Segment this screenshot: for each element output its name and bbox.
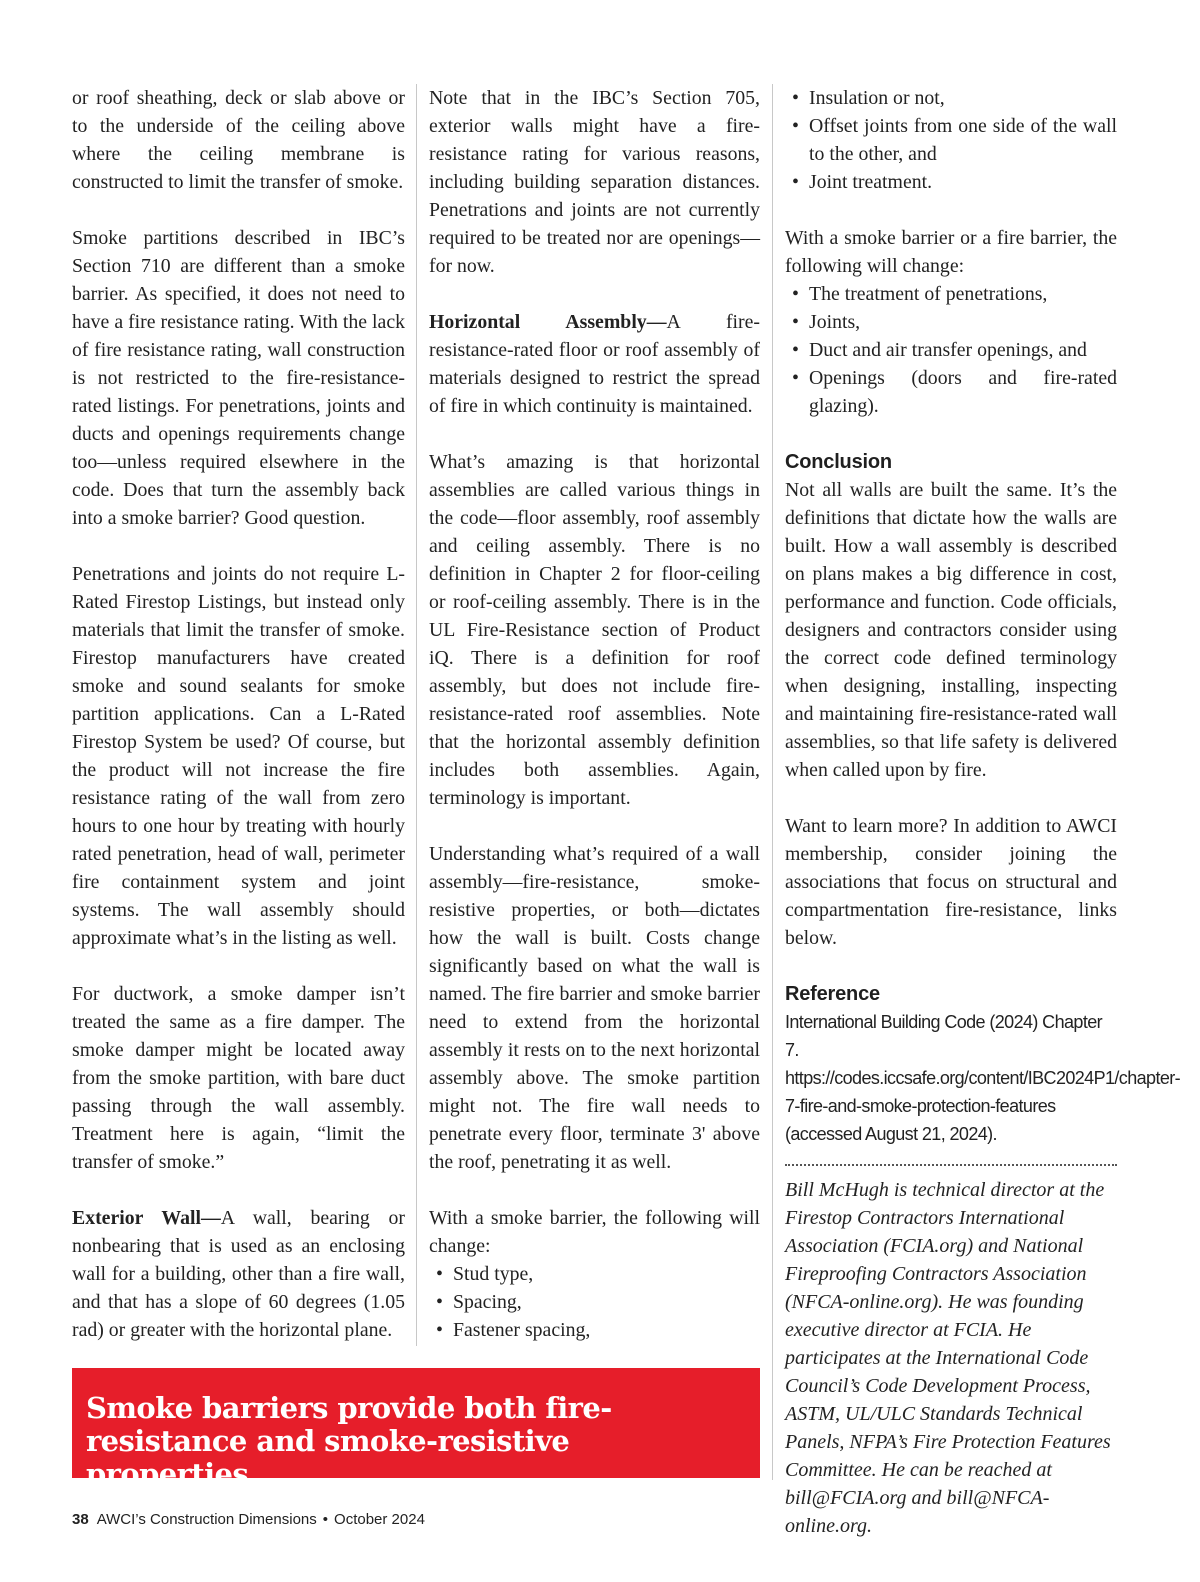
list-item: • Openings (doors and fire-rated glazing). (785, 364, 1117, 420)
list-item: • Joints, (785, 308, 1117, 336)
list-item: • Stud type, (429, 1260, 760, 1288)
paragraph: Penetrations and joints do not require L-Rated Firestop Listings, but instead only materials that limit the transfer of smoke. Firestop manufacturers have created smoke and sound sealants for smoke partition applications. Can a L-Rated Firestop System be used? Of course, but the product will not increase the fire resistance rating of the wall from zero hours to one hour by treating with hourly rated penetration, head of wall, perimeter fire containment system and joint systems. The wall assembly should approximate what’s in the listing as well. (72, 563, 405, 949)
column-divider (772, 84, 773, 1480)
list-item: • Fastener spacing, (429, 1316, 760, 1344)
conclusion-heading: Conclusion (785, 451, 892, 473)
list-item: • Spacing, (429, 1288, 760, 1316)
author-bio: Bill McHugh is technical director at the Firestop Contractors International Association (FCIA.org) and National Fireproofing Contractors Association (NFCA-online.org). He was founding executive director at FCIA. He participates at the International Code Council’s Code Development Process, ASTM, UL/ULC Standards Technical Panels, NFPA’s Fire Protection Features Committee. He can be reached at bill@FCIA.org and bill@NFCA-online.org. (785, 1179, 1111, 1537)
bullet-list (785, 84, 1117, 196)
paragraph: With a smoke barrier, the following will change: (429, 1207, 760, 1257)
page-number: 38 (72, 1511, 89, 1528)
page-footer (72, 1510, 425, 1530)
paragraph: With a smoke barrier or a fire barrier, the following will change: (785, 227, 1117, 277)
paragraph: Note that in the IBC’s Section 705, exterior walls might have a fire-resistance rating for various reasons, including building separation distances. Penetrations and joints are not currently required to be treated nor are openings—for now. (429, 87, 760, 277)
bullet-list (429, 1260, 760, 1344)
issue-date: October 2024 (334, 1511, 425, 1528)
dotted-divider (785, 1164, 1117, 1166)
paragraph: For ductwork, a smoke damper isn’t treated the same as a fire damper. The smoke damper might be located away from the smoke partition, with bare duct passing through the wall assembly. Treatment here is again, “limit the transfer of smoke.” (72, 983, 405, 1173)
paragraph: What’s amazing is that horizontal assemblies are called various things in the code—floor assembly, roof assembly and ceiling assembly. There is no definition in Chapter 2 for floor-ceiling or roof-ceiling assembly. There is in the UL Fire-Resistance section of Product iQ. There is a definition for roof assembly, but does not include fire-resistance-rated roof assemblies. Note that the horizontal assembly definition includes both assemblies. Again, terminology is important. (429, 451, 760, 809)
reference-heading: Reference (785, 983, 880, 1005)
pull-quote-text: Smoke barriers provide both fire-resistance and smoke-resistive properties. (86, 1391, 612, 1491)
run-in-term: Exterior Wall— (72, 1207, 221, 1229)
pull-quote-callout (72, 1368, 760, 1491)
list-item: • Duct and air transfer openings, and (785, 336, 1117, 364)
article-column-2 (429, 84, 760, 1344)
paragraph: Not all walls are built the same. It’s the definitions that dictate how the walls are built. How a wall assembly is described on plans makes a big difference in cost, performance and function. Code officials, designers and contractors consider using the correct code defined terminology when designing, installing, inspecting and maintaining fire-resistance-rated wall assemblies, so that life safety is delivered when called upon by fire. (785, 479, 1117, 781)
list-item: • Joint treatment. (785, 168, 1117, 196)
paragraph: Smoke partitions described in IBC’s Section 710 are different than a smoke barrier. As specified, it does not need to have a fire resistance rating. With the lack of fire resistance rating, wall construction is not restricted to the fire-resistance-rated listings. For penetrations, joints and ducts and openings requirements change too—unless required elsewhere in the code. Does that turn the assembly back into a smoke barrier? Good question. (72, 227, 405, 529)
definition-text: A fire-resistance-rated floor or roof assembly of materials designed to restrict the spread of fire in which continuity is maintained. (429, 311, 760, 417)
paragraph: Understanding what’s required of a wall assembly—fire-resistance, smoke-resistive properties, or both—dictates how the wall is built. Costs change significantly based on what the wall is named. The fire barrier and smoke barrier need to extend from the horizontal assembly it rests on to the next horizontal assembly above. The smoke partition might not. The fire wall needs to penetrate every floor, terminate 3' above the roof, penetrating it as well. (429, 843, 760, 1173)
list-item: • Insulation or not, (785, 84, 1117, 112)
reference-text: International Building Code (2024) Chapter 7. https://codes.iccsafe.org/content/IBC2024P1/chapter-7-fire-and-smoke-protection-features (accessed August 21, 2024). (785, 1012, 1181, 1144)
article-column-1 (72, 84, 405, 1344)
definition-text: A wall, bearing or nonbearing that is used as an enclosing wall for a building, other than a fire wall, and that has a slope of 60 degrees (1.05 rad) or greater with the horizontal plane. (72, 1207, 405, 1341)
column-divider (416, 84, 417, 1346)
list-item: • Offset joints from one side of the wall to the other, and (785, 112, 1117, 168)
paragraph: or roof sheathing, deck or slab above or to the underside of the ceiling above where the ceiling membrane is constructed to limit the transfer of smoke. (72, 87, 405, 193)
definition-paragraph (429, 308, 760, 420)
footer-separator: • (322, 1511, 329, 1528)
list-item: • The treatment of penetrations, (785, 280, 1117, 308)
bullet-list (785, 280, 1117, 420)
publication-name: AWCI’s Construction Dimensions (96, 1511, 317, 1528)
definition-paragraph (72, 1204, 405, 1344)
run-in-term: Horizontal Assembly— (429, 311, 667, 333)
article-column-3 (785, 84, 1181, 1540)
paragraph: Want to learn more? In addition to AWCI membership, consider joining the associations that focus on structural and compartmentation fire-resistance, links below. (785, 815, 1117, 949)
